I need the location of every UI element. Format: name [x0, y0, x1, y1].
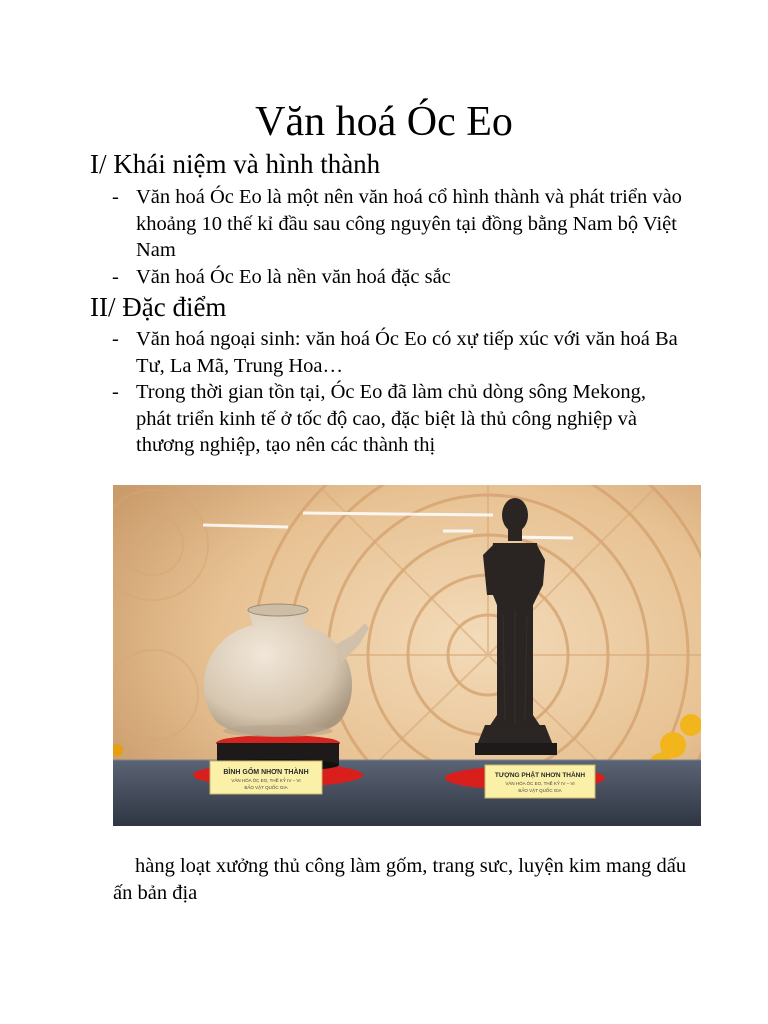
- list-item: [112, 264, 682, 291]
- bullet-dash: -: [112, 265, 119, 288]
- page-title: Văn hoá Óc Eo: [255, 99, 513, 145]
- list-item: [112, 326, 682, 379]
- bullet-dash: -: [112, 381, 119, 403]
- section-heading-features: II/ Đặc điểm: [90, 292, 227, 322]
- artifact-photo: [113, 485, 701, 826]
- list-item-text: Văn hoá Óc Eo là một nên văn hoá cổ hình thành và phát triển vào khoảng 10 thế kỉ đầu sau công nguyên tại đồng bằng Nam bộ Việt Nam: [136, 186, 682, 261]
- list-item: [112, 184, 682, 264]
- continuation-paragraph: hàng loạt xưởng thủ công làm gốm, trang sưc, luyện kim mang dấu ấn bản địa: [113, 855, 687, 904]
- label-clay-jar: [210, 761, 322, 794]
- label-buddha-period: VĂN HÓA ÓC EO, THẾ KỶ IV – VI: [505, 781, 575, 786]
- list-item-text: Văn hoá ngoại sinh: văn hoá Óc Eo có xự tiếp xúc với văn hoá Ba Tư, La Mã, Trung Hoa…: [136, 328, 678, 377]
- label-buddha-title: TƯỢNG PHẬT NHƠN THÀNH: [494, 772, 586, 779]
- list-item-text: Trong thời gian tồn tại, Óc Eo đã làm chủ dòng sông Mekong, phát triển kinh tế ở tốc độ cao, đặc biệt là thủ công nghiệp và thương nghiệp, tạo nên các thành thị: [136, 381, 647, 456]
- label-clay-jar-period: VĂN HÓA ÓC EO, THẾ KỶ IV – VI: [231, 778, 301, 783]
- section-heading-concept: I/ Khái niệm và hình thành: [90, 149, 381, 179]
- label-buddha-statue: [485, 765, 595, 798]
- features-bullet-list: [112, 326, 682, 459]
- bullet-dash: -: [112, 328, 119, 350]
- bullet-dash: -: [112, 186, 119, 208]
- list-item: [112, 379, 682, 459]
- list-item-text: Văn hoá Óc Eo là nền văn hoá đặc sắc: [136, 265, 451, 288]
- label-clay-jar-status: BẢO VẬT QUỐC GIA: [244, 785, 288, 790]
- label-buddha-status: BẢO VẬT QUỐC GIA: [518, 788, 562, 793]
- label-clay-jar-title: BÌNH GỐM NHƠN THÀNH: [223, 769, 309, 776]
- concept-bullet-list: [112, 184, 682, 290]
